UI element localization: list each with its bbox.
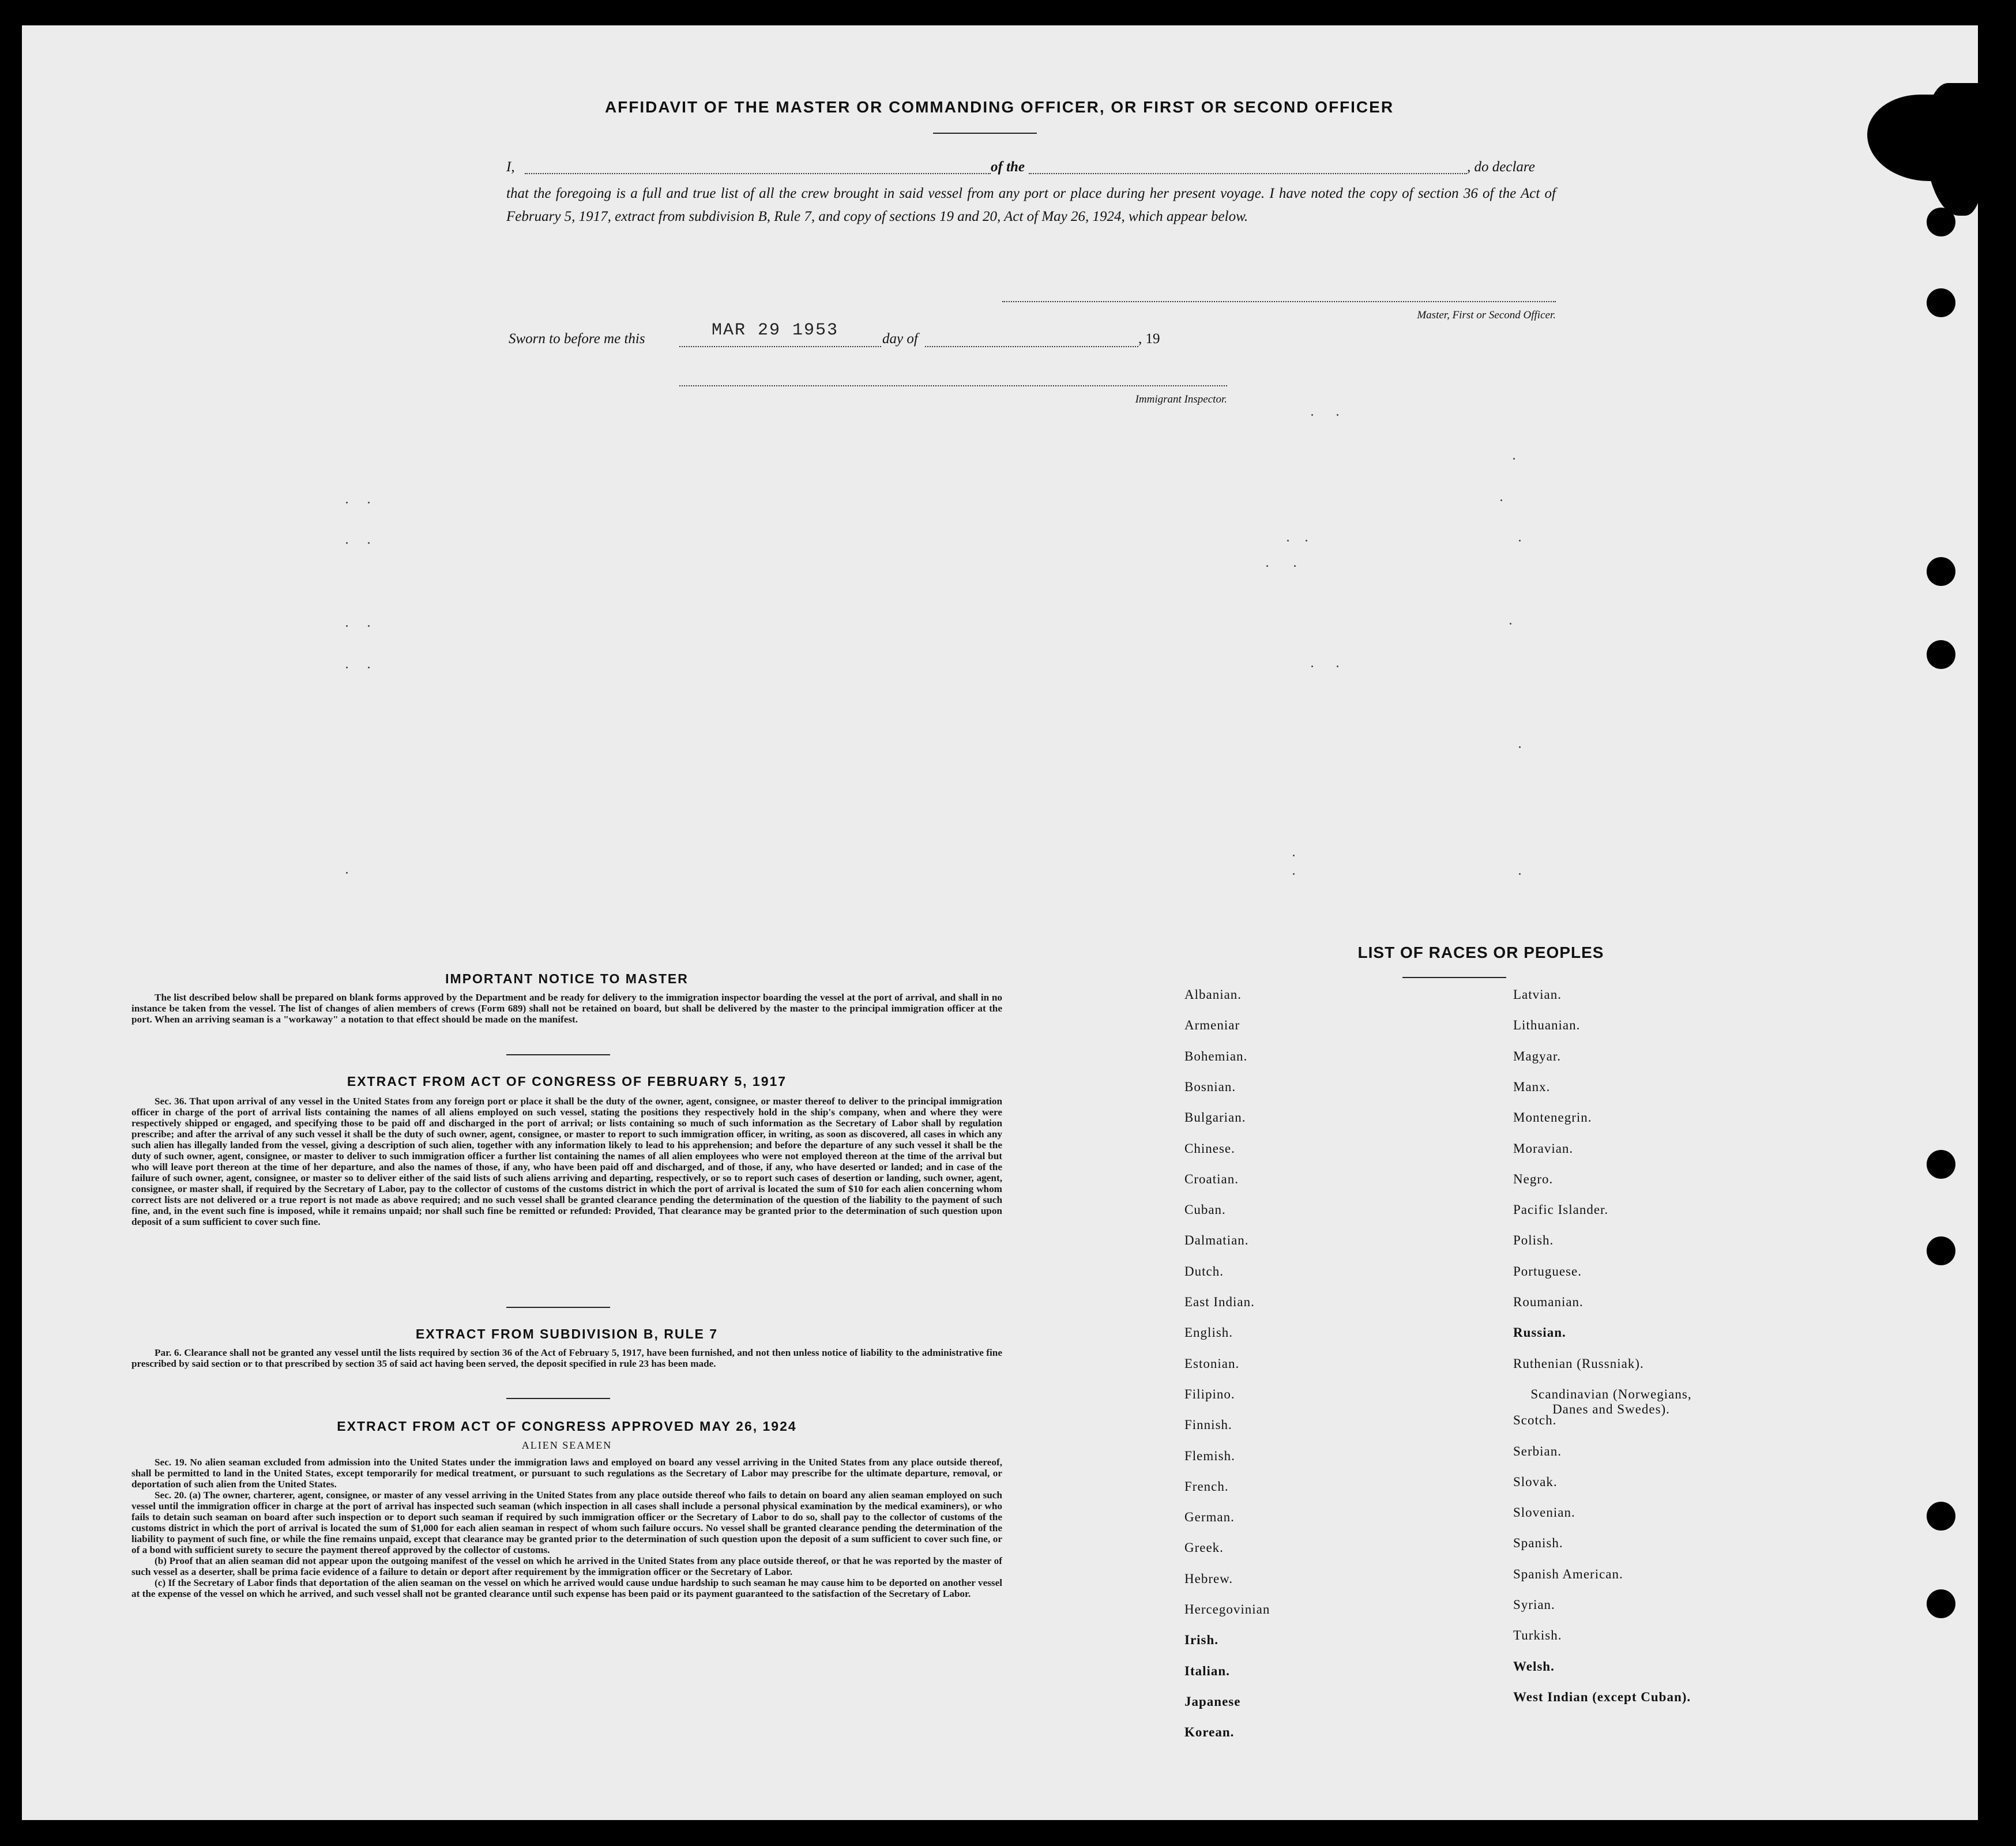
sworn-label: Sworn to before me this <box>509 331 645 347</box>
scan-speck <box>1293 855 1295 856</box>
race-item: Syrian. <box>1513 1597 1555 1612</box>
punch-hole <box>1927 557 1955 586</box>
day-of-label: day of <box>882 331 918 347</box>
of-the-label: of the <box>991 159 1025 175</box>
race-item: Ruthenian (Russniak). <box>1513 1356 1644 1371</box>
race-item: Dalmatian. <box>1184 1233 1249 1248</box>
race-item: Chinese. <box>1184 1141 1235 1156</box>
section-divider <box>506 1398 610 1399</box>
race-item: Irish. <box>1184 1633 1219 1648</box>
scan-speck <box>1266 565 1268 567</box>
master-signature-line[interactable] <box>1002 301 1556 302</box>
scan-speck <box>1287 540 1289 542</box>
inspector-signature-line[interactable] <box>679 385 1227 386</box>
race-item: Turkish. <box>1513 1628 1562 1643</box>
alien-seamen-subtitle: ALIEN SEAMEN <box>521 1439 612 1451</box>
scan-speck <box>368 667 370 668</box>
race-item: Italian. <box>1184 1663 1230 1678</box>
extract-1924-text <box>131 1457 1002 1599</box>
affidavit-title: AFFIDAVIT OF THE MASTER OR COMMANDING OFFICER, OR FIRST OR SECOND OFFICER <box>604 98 1394 116</box>
rule7-title: EXTRACT FROM SUBDIVISION B, RULE 7 <box>415 1326 719 1341</box>
race-item: Roumanian. <box>1513 1295 1584 1309</box>
section-divider <box>506 1054 610 1055</box>
torn-corner <box>1925 83 1983 216</box>
scan-speck <box>368 502 370 503</box>
scan-speck <box>1500 499 1502 501</box>
scan-speck <box>1513 458 1515 460</box>
scan-speck <box>1519 540 1521 542</box>
rule7-paragraph: Par. 6. Clearance shall not be granted any vessel until the lists required by section 36 of the Act of February 5, 1917, have been furnished, and not then unless notice of liability to the administrative fine prescribed by said section or to that prescribed by section 35 of said act having been served, the deposit specified in rule 23 has been made. <box>131 1347 1002 1369</box>
section-divider <box>506 1307 610 1308</box>
race-item: Scandinavian (Norwegians, Danes and Swedes). <box>1530 1386 1692 1416</box>
punch-hole <box>1927 640 1955 669</box>
race-item: Slovenian. <box>1513 1505 1575 1520</box>
scan-speck <box>1337 666 1338 667</box>
scan-speck <box>346 667 348 668</box>
race-item: Finnish. <box>1184 1418 1232 1433</box>
race-item: Cuban. <box>1184 1202 1226 1217</box>
scan-speck <box>1337 414 1338 416</box>
race-item: Japanese <box>1184 1694 1241 1709</box>
race-item: Latvian. <box>1513 987 1562 1002</box>
race-item: Slovak. <box>1513 1474 1558 1489</box>
race-item: Portuguese. <box>1513 1264 1582 1279</box>
affidavit-statement: that the foregoing is a full and true list of all the crew brought in said vessel from any port or place during her present voyage. I have noted the copy of section 36 of the Act of February 5, 1917, extract from subdivision B, Rule 7, and copy of sections 19 and 20, Act of May 26, 1924, which appear below. <box>506 186 1556 224</box>
year-prefix: , 19 <box>1138 331 1160 347</box>
scan-speck <box>1306 540 1307 542</box>
punch-hole <box>1927 1236 1955 1265</box>
race-item: East Indian. <box>1184 1295 1255 1309</box>
sworn-day-field[interactable] <box>679 346 881 347</box>
race-item: Magyar. <box>1513 1048 1562 1063</box>
race-item: West Indian (except Cuban). <box>1513 1689 1691 1704</box>
punch-hole <box>1927 1589 1955 1618</box>
race-item: Welsh. <box>1513 1659 1555 1674</box>
extract-1917-paragraph: Sec. 36. That upon arrival of any vessel in the United States from any foreign port or place it shall be the duty of the owner, agent, consignee, or master thereof to deliver to the principal immigration officer in charge of the port of arrival lists containing the names of all aliens employed on such vessel, stating the positions they respectively hold in the ship's company, when and where they were respectively shipped or engaged, and specifying those to be paid off and discharged in the port of arrival; or lists containing so much of such information as the Secretary of Labor shall by regulation prescribe; and after the arrival of any such vessel it shall be the duty of such owner, agent, consignee, or master to report to such immigration officer, in writing, as soon as discovered, all cases in which any such alien has illegally landed from the vessel, giving a description of such alien, together with any information likely to lead to his apprehension; and before the departure of any such vessel it shall be the duty of such owner, agent, consignee, or master to deliver to such immigration officer a further list containing the names of all alien employees who were not employed thereon at the time of the arrival but who will leave port thereon at the time of her departure, and also the names of those, if any, who have been paid off and discharged, and of those, if any, who have deserted or landed; and in case of the failure of such owner, agent, consignee, or master so to deliver either of the said lists of such aliens arriving and departing, respectively, or so to report such cases of desertion or landing, such owner, agent, consignee, or master shall, if required by the Secretary of Labor, pay to the collector of customs of the customs district in which the port of arrival is located the sum of $10 for each alien concerning whom correct lists are not delivered or a true report is not made as above required; and no such vessel shall be granted clearance pending the determination of the question of the liability to the payment of such fine, and, in the event such fine is imposed, while it remains unpaid; nor shall such fine be remitted or refunded: Provided, That clearance may be granted prior to the determination of such question upon deposit of a sum sufficient to cover such fine. <box>131 1096 1002 1227</box>
inspector-label: Immigrant Inspector. <box>1135 393 1227 405</box>
notice-text <box>131 992 1002 1025</box>
do-declare-label: , do declare <box>1467 159 1535 175</box>
race-item: Hercegovinian <box>1184 1602 1270 1616</box>
race-item: Pacific Islander. <box>1513 1202 1609 1217</box>
month-field[interactable] <box>925 346 1138 347</box>
scan-speck <box>1510 623 1511 625</box>
master-signature-label: Master, First or Second Officer. <box>1417 309 1556 321</box>
notice-paragraph: The list described below shall be prepared on blank forms approved by the Department and be ready for delivery to the immigration inspector boarding the vessel at the port of arrival, and shall in no instance be taken from the vessel. The list of changes of alien members of crews (Form 689) shall not be retained on board, but shall be delivered by the master to the principal immigration officer at the port. When an arriving seaman is a "workaway" a notation to that effect should be made on the manifest. <box>131 992 1002 1025</box>
race-item: Albanian. <box>1184 987 1242 1002</box>
race-item: Serbian. <box>1513 1443 1562 1458</box>
scan-speck <box>1311 666 1313 667</box>
extract-1917-text <box>131 1096 1002 1227</box>
form-page <box>22 25 1978 1820</box>
punch-hole <box>1927 1502 1955 1531</box>
race-item: Dutch. <box>1184 1264 1224 1279</box>
scan-speck <box>1294 565 1296 567</box>
race-item: Armeniar <box>1184 1018 1240 1033</box>
race-item: Montenegrin. <box>1513 1110 1592 1125</box>
scan-speck <box>368 625 370 627</box>
race-item: Croatian. <box>1184 1171 1239 1186</box>
race-item: Bosnian. <box>1184 1079 1236 1094</box>
race-item: Flemish. <box>1184 1448 1235 1463</box>
rule7-text <box>131 1347 1002 1369</box>
sec20a-paragraph: Sec. 20. (a) The owner, charterer, agent, consignee, or master of any vessel arriving in the United States from any place outside thereof who fails to detain on board any alien seaman employed on such vessel until the immigration officer in charge at the port of arrival has inspected such seaman (which inspection in all cases shall include a personal physical examination by the medical examiners), or who fails to detain such seaman on board after such inspection or to deport such seaman if required by such immigration officer or the Secretary of Labor to do so, shall pay to the collector of customs of the customs district in which the port of arrival is located the sum of $1,000 for each alien seaman in respect of whom such failure occurs. No vessel shall be granted clearance pending the determination of the liability to payment of such fine, or while the fine remains unpaid, except that clearance may be granted prior to the determination of such question upon the deposit of a sum sufficient to cover such fine, or of a bond with sufficient surety to secure the payment thereof approved by the collector of customs. <box>131 1490 1002 1555</box>
scan-speck <box>346 542 348 544</box>
scan-speck <box>346 872 348 874</box>
scan-speck <box>1311 414 1313 416</box>
date-stamp: MAR 29 1953 <box>712 321 839 340</box>
extract-1917-title: EXTRACT FROM ACT OF CONGRESS OF FEBRUARY 5, 1917 <box>347 1074 787 1089</box>
sec20b-paragraph: (b) Proof that an alien seaman did not appear upon the outgoing manifest of the vessel on which he arrived in the United States from any place outside thereof, or that he was reported by the master of such vessel as a deserter, shall be prima facie evidence of a failure to detain or deport after requirement by the immigration officer or the Secretary of Labor. <box>131 1555 1002 1577</box>
notice-title: IMPORTANT NOTICE TO MASTER <box>445 971 689 986</box>
race-item: Manx. <box>1513 1079 1551 1094</box>
scan-speck <box>1519 746 1521 748</box>
race-item: French. <box>1184 1479 1229 1494</box>
races-title-divider <box>1402 977 1506 978</box>
race-item: Filipino. <box>1184 1386 1235 1401</box>
race-item: Scotch. <box>1513 1413 1557 1428</box>
race-item: Hebrew. <box>1184 1571 1233 1586</box>
race-item: Bohemian. <box>1184 1048 1248 1063</box>
race-item: Negro. <box>1513 1171 1554 1186</box>
scan-speck <box>368 542 370 544</box>
sec20c-paragraph: (c) If the Secretary of Labor finds that deportation of the alien seaman on the vessel on which he arrived would cause undue hardship to such seaman he may cause him to be deported on another vessel at the expense of the vessel on which he arrived, and such vessel shall not be granted clearance until such expense has been paid or its payment guaranteed to the satisfaction of the Secretary of Labor. <box>131 1577 1002 1599</box>
race-item: Lithuanian. <box>1513 1018 1581 1033</box>
punch-hole <box>1927 1150 1955 1179</box>
vessel-name-field[interactable] <box>1029 173 1467 174</box>
race-item: English. <box>1184 1325 1233 1340</box>
scan-speck <box>1519 873 1521 875</box>
race-item: Moravian. <box>1513 1141 1574 1156</box>
scan-speck <box>346 502 348 503</box>
race-item: Polish. <box>1513 1233 1554 1248</box>
title-divider <box>933 133 1037 134</box>
race-item: Russian. <box>1513 1325 1566 1340</box>
sec19-paragraph: Sec. 19. No alien seaman excluded from admission into the United States under the immigration laws and employed on board any vessel arriving in the United States from any place outside thereof, shall be permitted to land in the United States, except temporarily for medical treatment, or pursuant to such regulations as the Secretary of Labor may prescribe for the ultimate departure, removal, or deportation of such alien from the United States. <box>131 1457 1002 1490</box>
race-item: Spanish American. <box>1513 1566 1623 1581</box>
race-item: Korean. <box>1184 1725 1235 1740</box>
master-name-field[interactable] <box>525 173 991 174</box>
race-item: Estonian. <box>1184 1356 1240 1371</box>
race-item: Bulgarian. <box>1184 1110 1246 1125</box>
punch-hole <box>1927 288 1955 317</box>
scan-speck <box>1293 873 1295 875</box>
race-item: German. <box>1184 1510 1235 1525</box>
race-item: Spanish. <box>1513 1536 1563 1551</box>
race-item: Greek. <box>1184 1540 1224 1555</box>
races-title: LIST OF RACES OR PEOPLES <box>1357 943 1604 961</box>
scan-speck <box>346 625 348 627</box>
i-label: I, <box>506 159 515 175</box>
extract-1924-title: EXTRACT FROM ACT OF CONGRESS APPROVED MAY 26, 1924 <box>337 1419 797 1434</box>
